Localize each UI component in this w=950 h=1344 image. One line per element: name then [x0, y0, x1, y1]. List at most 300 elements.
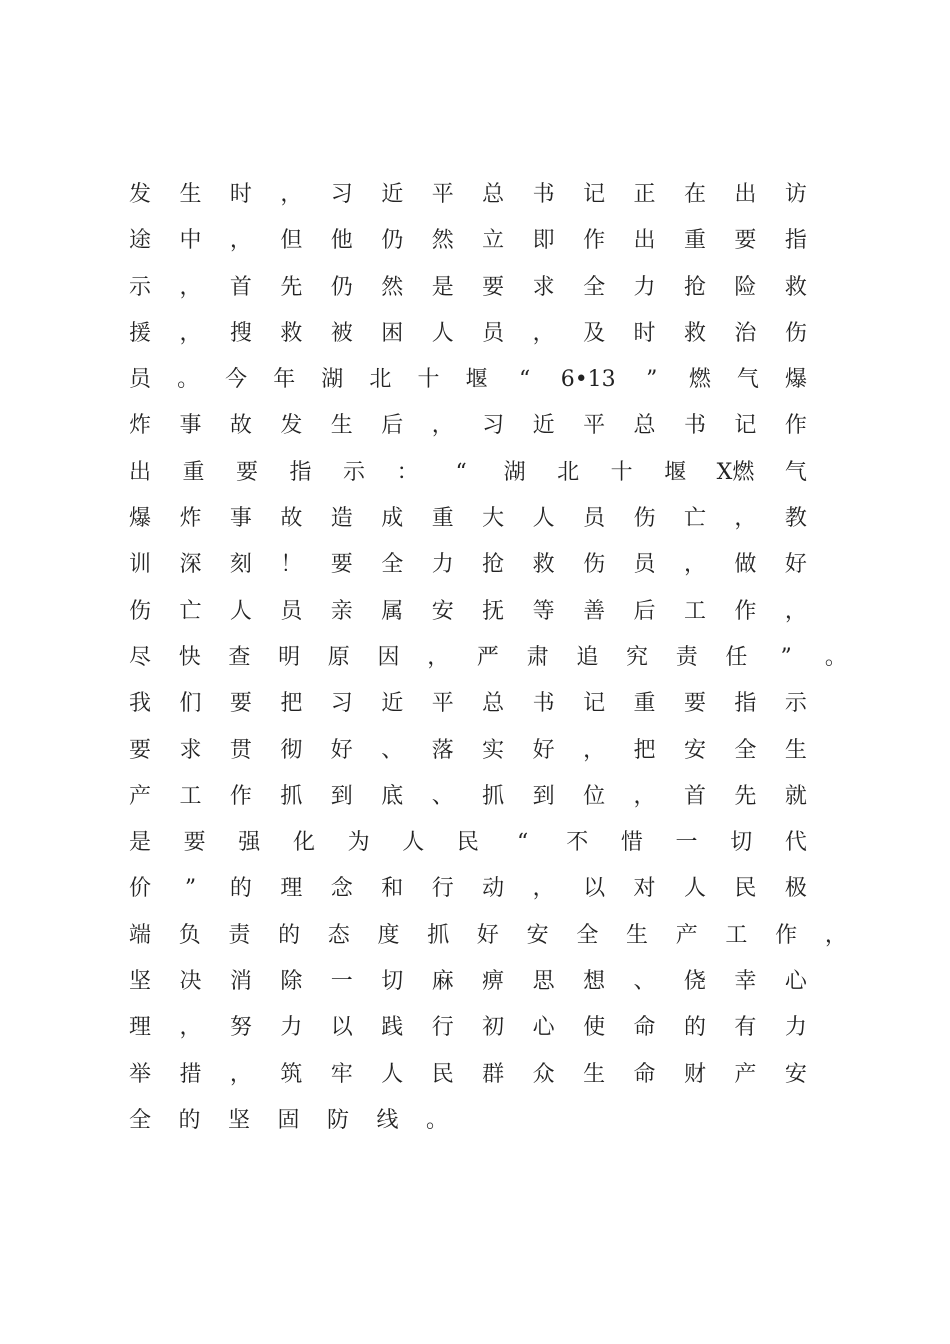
text-char: 好: [476, 922, 499, 948]
text-char: 把: [633, 737, 656, 763]
text-char: 示: [784, 691, 807, 717]
text-char: 困: [381, 320, 404, 346]
text-char: 安: [683, 737, 706, 763]
text-char: 先: [734, 783, 757, 809]
text-char: 立: [482, 228, 505, 254]
text-char: 后: [633, 598, 656, 624]
text-char: ，: [824, 922, 847, 948]
text-char: 强: [238, 830, 261, 856]
text-char: 使: [583, 1015, 606, 1041]
text-line: [128, 172, 808, 218]
text-char: 安: [784, 1061, 807, 1087]
text-char: 力: [633, 274, 656, 300]
text-char: ，: [280, 182, 303, 207]
text-char: 念: [330, 876, 353, 902]
text-char: 指: [734, 691, 757, 717]
text-char: 度: [377, 922, 400, 948]
text-char: 就: [784, 783, 807, 809]
text-char: 平: [431, 182, 454, 207]
text-char: 端: [128, 922, 151, 948]
text-char: 命: [633, 1015, 656, 1041]
text-char: 坚: [227, 1107, 250, 1133]
text-char: 力: [280, 1015, 303, 1041]
text-char: 深: [179, 552, 202, 578]
text-char: 责: [675, 644, 698, 670]
text-char: 属: [381, 598, 404, 624]
text-char: “: [516, 830, 529, 856]
text-char: 责: [228, 922, 251, 948]
text-char: 他: [330, 228, 353, 254]
text-char: 作: [734, 598, 757, 624]
text-line: [128, 1005, 808, 1051]
text-char: 作: [229, 783, 252, 809]
text-char: 援: [128, 320, 151, 346]
text-char: ：: [396, 459, 419, 485]
text-char: 不: [566, 830, 589, 856]
text-char: 大: [482, 506, 505, 532]
text-char: 、: [431, 783, 454, 809]
text-char: 作: [775, 922, 798, 948]
text-char: 平: [431, 691, 454, 717]
text-char: 到: [532, 783, 555, 809]
text-char: 尽: [128, 644, 151, 670]
text-char: 贯: [229, 737, 252, 763]
text-char: 众: [532, 1061, 555, 1087]
text-char: 中: [179, 228, 202, 254]
text-char: 习: [482, 413, 505, 439]
text-char: 气: [784, 459, 807, 485]
text-char: 成: [381, 506, 404, 532]
text-char: 行: [431, 876, 454, 902]
text-char: 们: [179, 691, 202, 717]
text-char: 重: [683, 228, 706, 254]
text-char: 到: [330, 783, 353, 809]
text-char: 态: [327, 922, 350, 948]
text-char: 要: [734, 228, 757, 254]
text-line: [128, 357, 808, 403]
text-char: 抓: [427, 922, 450, 948]
text-char: 总: [482, 691, 505, 717]
text-char: 、: [381, 737, 404, 763]
text-char: 全: [734, 737, 757, 763]
text-char: 实: [482, 737, 505, 763]
text-char: 对: [633, 876, 656, 902]
text-char: 燃: [688, 367, 711, 393]
text-char: 有: [734, 1015, 757, 1041]
text-char: 产: [128, 783, 151, 809]
text-char: 人: [402, 830, 425, 856]
text-char: 近: [381, 691, 404, 717]
text-char: 代: [784, 830, 807, 856]
text-char: 践: [381, 1015, 404, 1041]
text-line: [128, 218, 808, 264]
text-char: 工: [179, 783, 202, 809]
text-char: 财: [683, 1061, 706, 1087]
text-char: ，: [229, 1061, 252, 1087]
text-char: 仍: [381, 228, 404, 254]
text-char: 生: [330, 413, 353, 439]
text-char: 指: [289, 459, 312, 485]
text-char: “: [519, 367, 531, 393]
text-char: 事: [229, 506, 252, 532]
text-char: 重: [182, 459, 205, 485]
text-char: 搜: [229, 320, 252, 346]
text-char: ，: [179, 320, 202, 346]
text-char: 首: [229, 274, 252, 300]
text-char: 任: [725, 644, 748, 670]
text-char: ，: [734, 506, 757, 532]
text-char: 举: [128, 1061, 151, 1087]
text-char: 动: [482, 876, 505, 902]
text-char: 理: [280, 876, 303, 902]
text-char: 北: [557, 459, 580, 485]
text-char: 化: [292, 830, 315, 856]
text-char: 年: [273, 367, 296, 393]
text-char: 工: [725, 922, 748, 948]
text-char: 近: [381, 182, 404, 207]
text-char: ！: [280, 552, 303, 578]
text-char: 是: [431, 274, 454, 300]
text-char: 炸: [128, 413, 151, 439]
text-char: 价: [128, 876, 151, 902]
text-char: 抢: [683, 274, 706, 300]
text-char: 时: [633, 320, 656, 346]
text-char: 生: [784, 737, 807, 763]
text-char: 亡: [179, 598, 202, 624]
text-line: [128, 913, 848, 959]
text-char: 时: [229, 182, 252, 207]
text-char: 命: [633, 1061, 656, 1087]
text-char: 民: [734, 876, 757, 902]
text-char: 伤: [583, 552, 606, 578]
text-char: 要: [236, 459, 259, 485]
text-char: “: [455, 459, 467, 485]
text-char: 彻: [280, 737, 303, 763]
text-char: 民: [456, 830, 479, 856]
text-char: 人: [532, 506, 555, 532]
text-char: 仍: [330, 274, 353, 300]
text-char: 究: [626, 644, 649, 670]
text-char: 筑: [280, 1061, 303, 1087]
text-char: 示: [128, 274, 151, 300]
text-char: 坚: [128, 969, 151, 995]
text-char: 总: [482, 182, 505, 207]
text-char: 故: [280, 506, 303, 532]
text-char: ，: [427, 644, 450, 670]
text-char: 伤: [784, 320, 807, 346]
text-char: 重: [633, 691, 656, 717]
text-char: 故: [229, 413, 252, 439]
text-char: 要: [128, 737, 151, 763]
text-line: [128, 866, 808, 912]
text-char: 正: [633, 182, 656, 207]
text-char: 好: [784, 552, 807, 578]
text-char: 发: [128, 182, 151, 207]
text-char: 要: [683, 691, 706, 717]
text-char: 措: [179, 1061, 202, 1087]
text-char: ，: [532, 320, 555, 346]
text-char: ，: [431, 413, 454, 439]
text-char: 安: [526, 922, 549, 948]
text-char: 十: [417, 367, 440, 393]
text-char: 北: [369, 367, 392, 393]
text-char: ，: [583, 737, 606, 763]
text-char: 出: [734, 182, 757, 207]
text-char: 力: [431, 552, 454, 578]
text-char: 等: [532, 598, 555, 624]
text-char: 的: [178, 1107, 201, 1133]
text-char: 产: [734, 1061, 757, 1087]
text-char: 民: [431, 1061, 454, 1087]
text-char: 然: [431, 228, 454, 254]
text-char: 力: [784, 1015, 807, 1041]
text-char: 炸: [179, 506, 202, 532]
text-char: 的: [683, 1015, 706, 1041]
text-char: 员: [128, 367, 151, 393]
text-char: 群: [482, 1061, 505, 1087]
text-char: 亡: [683, 506, 706, 532]
text-char: 人: [381, 1061, 404, 1087]
text-char: 肃: [526, 644, 549, 670]
text-char: 落: [431, 737, 454, 763]
text-char: ，: [532, 876, 555, 902]
text-char: 理: [128, 1015, 151, 1041]
text-char: 好: [330, 737, 353, 763]
text-char: 生: [583, 1061, 606, 1087]
text-char: 要: [229, 691, 252, 717]
text-char: 爆: [784, 367, 807, 393]
text-char: 总: [633, 413, 656, 439]
text-char: 心: [784, 969, 807, 995]
text-char: 平: [583, 413, 606, 439]
text-char: 工: [683, 598, 706, 624]
text-char: 事: [179, 413, 202, 439]
text-char: 侥: [683, 969, 706, 995]
text-char: 然: [381, 274, 404, 300]
text-char: 安: [431, 598, 454, 624]
text-char: ”: [646, 367, 658, 393]
text-char: 记: [583, 691, 606, 717]
text-char: 即: [532, 228, 555, 254]
text-char: 为: [347, 830, 370, 856]
text-char: 全: [381, 552, 404, 578]
text-char: 抓: [482, 783, 505, 809]
text-char: 今: [225, 367, 248, 393]
text-line: [128, 959, 808, 1005]
text-char: 抚: [482, 598, 505, 624]
text-char: 严: [476, 644, 499, 670]
text-char: 明: [278, 644, 301, 670]
text-char: 全: [128, 1107, 151, 1133]
text-char: 气: [736, 367, 759, 393]
text-char: 刻: [229, 552, 252, 578]
text-char: 生: [626, 922, 649, 948]
text-char: 员: [280, 598, 303, 624]
text-line: [128, 450, 808, 496]
text-char: 线: [376, 1107, 399, 1133]
text-char: 做: [734, 552, 757, 578]
text-char: 治: [734, 320, 757, 346]
text-char: 一: [330, 969, 353, 995]
text-char: ，: [784, 598, 807, 624]
text-char: 。: [425, 1107, 448, 1133]
text-char: 书: [532, 182, 555, 207]
text-char: 堰: [664, 459, 687, 485]
text-char: 以: [330, 1015, 353, 1041]
text-char: 原: [327, 644, 350, 670]
text-char: 救: [532, 552, 555, 578]
text-char: 除: [280, 969, 303, 995]
text-char: 思: [532, 969, 555, 995]
text-char: 先: [280, 274, 303, 300]
text-char: 人: [229, 598, 252, 624]
text-line: [128, 265, 808, 311]
text-char: 惜: [620, 830, 643, 856]
text-char: 求: [179, 737, 202, 763]
text-char: 救: [280, 320, 303, 346]
text-char: 救: [784, 274, 807, 300]
body-paragraph: [128, 172, 868, 1144]
text-char: 湖: [321, 367, 344, 393]
text-char: ，: [633, 783, 656, 809]
text-char: 我: [128, 691, 151, 717]
text-char: 追: [576, 644, 599, 670]
text-char: 产: [675, 922, 698, 948]
text-line: [128, 1052, 808, 1098]
text-char: 抢: [482, 552, 505, 578]
text-char: ，: [683, 552, 706, 578]
text-char: 要: [482, 274, 505, 300]
text-char: 的: [278, 922, 301, 948]
text-char: 底: [381, 783, 404, 809]
text-char: 痹: [482, 969, 505, 995]
text-char: ”: [184, 876, 197, 902]
text-char: 。: [177, 367, 200, 393]
text-char: ，: [179, 1015, 202, 1041]
text-line: [128, 635, 848, 681]
text-char: 人: [683, 876, 706, 902]
text-char: 生: [179, 182, 202, 207]
text-char: 作: [583, 228, 606, 254]
text-char: 险: [734, 274, 757, 300]
text-line: [128, 774, 808, 820]
text-line: [128, 542, 808, 588]
text-char: 快: [178, 644, 201, 670]
text-char: 救: [683, 320, 706, 346]
text-char: 作: [784, 413, 807, 439]
text-char: 和: [381, 876, 404, 902]
text-char: 被: [330, 320, 353, 346]
text-char: 访: [784, 182, 807, 207]
text-char: ”: [780, 644, 792, 670]
text-char: 记: [734, 413, 757, 439]
text-char: 堰: [465, 367, 488, 393]
text-char: 、: [633, 969, 656, 995]
text-char: 想: [583, 969, 606, 995]
text-char: 爆: [128, 506, 151, 532]
text-char: 造: [330, 506, 353, 532]
text-char: ，: [179, 274, 202, 300]
text-char: 及: [583, 320, 606, 346]
text-char: 行: [431, 1015, 454, 1041]
text-char: 书: [532, 691, 555, 717]
text-char: 书: [683, 413, 706, 439]
text-char: X燃: [716, 459, 755, 485]
text-char: 牢: [330, 1061, 353, 1087]
text-char: 固: [277, 1107, 300, 1133]
text-line: [128, 681, 808, 727]
text-line: [128, 311, 808, 357]
text-char: 极: [784, 876, 807, 902]
text-char: 但: [280, 228, 303, 254]
text-line: [128, 496, 808, 542]
text-char: 近: [532, 413, 555, 439]
text-char: ，: [229, 228, 252, 254]
text-char: 后: [381, 413, 404, 439]
text-line: [128, 403, 808, 449]
text-char: 善: [583, 598, 606, 624]
text-char: 指: [784, 228, 807, 254]
text-line: [128, 589, 808, 635]
text-char: 抓: [280, 783, 303, 809]
text-char: 心: [532, 1015, 555, 1041]
text-char: 记: [583, 182, 606, 207]
text-char: 员: [633, 552, 656, 578]
text-char: 努: [229, 1015, 252, 1041]
text-char: 出: [128, 459, 151, 485]
text-char: 十: [610, 459, 633, 485]
text-char: 以: [583, 876, 606, 902]
text-line: [128, 1098, 808, 1144]
text-char: 示: [343, 459, 366, 485]
text-char: 重: [431, 506, 454, 532]
text-char: 消: [229, 969, 252, 995]
text-char: 要: [330, 552, 353, 578]
text-char: 好: [532, 737, 555, 763]
text-char: 湖: [503, 459, 526, 485]
text-char: 防: [326, 1107, 349, 1133]
text-char: 出: [633, 228, 656, 254]
text-char: 因: [377, 644, 400, 670]
text-char: 切: [730, 830, 753, 856]
text-char: 决: [179, 969, 202, 995]
text-char: 亲: [330, 598, 353, 624]
text-line: [128, 820, 808, 866]
text-char: 首: [683, 783, 706, 809]
text-char: 全: [583, 274, 606, 300]
text-char: 查: [228, 644, 251, 670]
text-char: 要: [183, 830, 206, 856]
text-char: 员: [482, 320, 505, 346]
text-line: [128, 728, 808, 774]
text-char: 途: [128, 228, 151, 254]
text-char: 习: [330, 182, 353, 207]
text-char: 位: [583, 783, 606, 809]
text-char: 在: [683, 182, 706, 207]
text-char: 初: [482, 1015, 505, 1041]
text-char: 习: [330, 691, 353, 717]
text-char: 全: [576, 922, 599, 948]
text-char: 一: [675, 830, 698, 856]
text-char: 的: [229, 876, 252, 902]
text-char: 幸: [734, 969, 757, 995]
text-char: 是: [128, 830, 151, 856]
text-char: 人: [431, 320, 454, 346]
text-char: 负: [178, 922, 201, 948]
text-char: 把: [280, 691, 303, 717]
text-char: 麻: [431, 969, 454, 995]
text-char: 训: [128, 552, 151, 578]
